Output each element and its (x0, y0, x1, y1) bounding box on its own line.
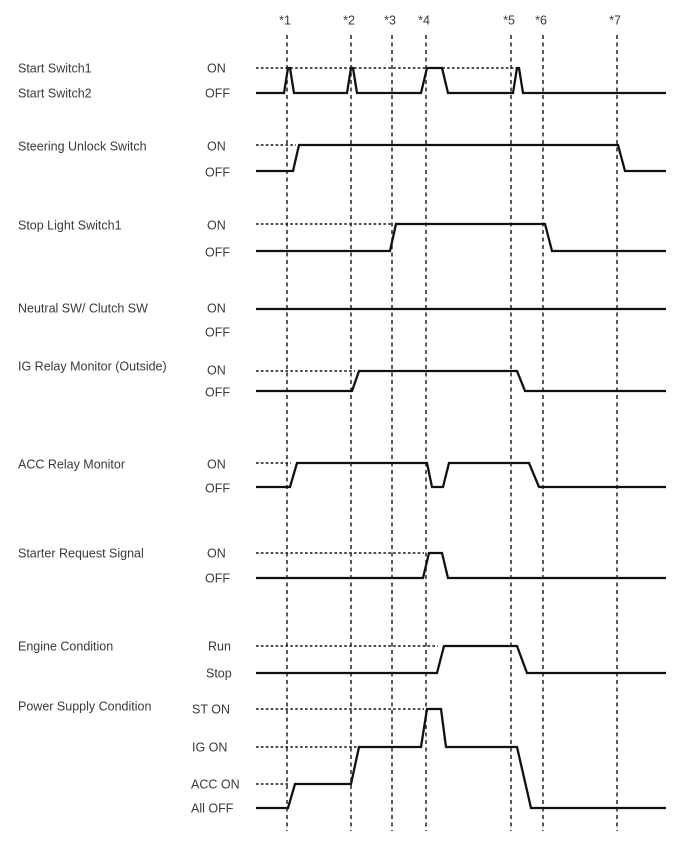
signal-name-label: Engine Condition (18, 639, 114, 654)
signal-level-label: ON (207, 457, 226, 472)
timeline-marker-label: *4 (418, 13, 430, 28)
signal-name-label: Starter Request Signal (18, 546, 144, 561)
signal-name-label: Steering Unlock Switch (18, 139, 147, 154)
signal-level-label: ON (207, 218, 226, 233)
signal-name-label: ACC Relay Monitor (18, 457, 125, 472)
signal-level-label: ACC ON (191, 777, 240, 792)
signal-level-label: OFF (205, 325, 230, 340)
timeline-marker-label: *5 (503, 13, 515, 28)
timeline-marker-label: *3 (384, 13, 396, 28)
waveform-line (256, 463, 666, 487)
signal-level-label: OFF (205, 245, 230, 260)
waveform-line (256, 646, 666, 673)
signal-name-label: Start Switch2 (18, 86, 92, 101)
signal-level-label: ON (207, 61, 226, 76)
signal-level-label: OFF (205, 165, 230, 180)
signal-level-label: IG ON (192, 740, 228, 755)
signal-level-label: Stop (206, 666, 232, 681)
signal-level-label: OFF (205, 571, 230, 586)
waveform-line (256, 224, 666, 251)
signal-level-label: ST ON (192, 702, 230, 717)
signal-name-label: Stop Light Switch1 (18, 218, 122, 233)
signal-level-label: OFF (205, 385, 230, 400)
timeline-marker-label: *1 (279, 13, 291, 28)
signal-name-label: IG Relay Monitor (Outside) (18, 359, 167, 374)
waveform-line (256, 709, 666, 808)
signal-level-label: Run (208, 639, 231, 654)
signal-level-label: ON (207, 301, 226, 316)
waveform-line (256, 553, 666, 578)
timeline-marker-label: *6 (535, 13, 547, 28)
signal-level-label: All OFF (191, 801, 234, 816)
waveform-line (256, 371, 666, 391)
signal-level-label: OFF (205, 481, 230, 496)
waveform-line (256, 145, 666, 171)
signal-level-label: ON (207, 546, 226, 561)
signal-level-label: ON (207, 363, 226, 378)
signal-name-label: Neutral SW/ Clutch SW (18, 301, 148, 316)
timeline-marker-label: *2 (343, 13, 355, 28)
timeline-marker-label: *7 (609, 13, 621, 28)
waveform-line (256, 68, 666, 93)
signal-level-label: OFF (205, 86, 230, 101)
signal-name-label: Start Switch1 (18, 61, 92, 76)
signal-level-label: ON (207, 139, 226, 154)
signal-name-label: Power Supply Condition (18, 699, 152, 714)
